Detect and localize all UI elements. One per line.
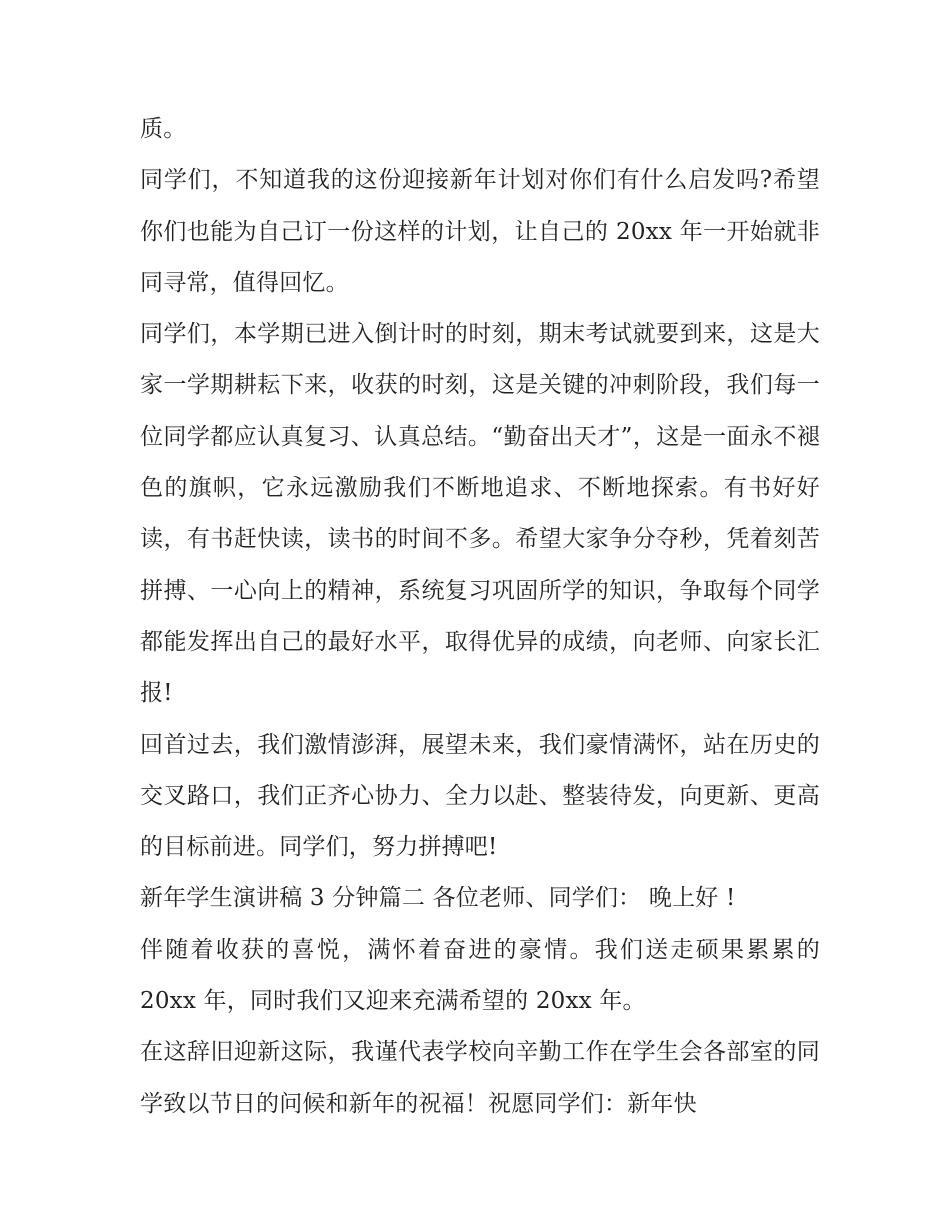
paragraph-7: 在这辞旧迎新这际，我谨代表学校向辛勤工作在学生会各部室的同学致以节日的问候和新年的祝福！祝愿同学们：新年快	[140, 1039, 820, 1117]
paragraph-3: 同学们，本学期已进入倒计时的时刻，期末考试就要到来，这是大家一学期耕耘下来，收获的时刻，这是关键的冲刺阶段，我们每一位同学都应认真复习、认真总结。“勤奋出天才”，这是一面永不褪色的旗帜，它永远激励我们不断地追求、不断地探索。有书好好读，有书赶快读，读书的时间不多。希望大家争分夺秒，凭着刻苦拼搏、一心向上的精神，系统复习巩固所学的知识，争取每个同学都能发挥出自己的最好水平，取得优异的成绩，向老师、向家长汇报!	[140, 321, 820, 707]
paragraph-5-heading: 新年学生演讲稿 3 分钟篇二 各位老师、同学们： 晚上好 !	[140, 885, 736, 912]
paragraph-6: 伴随着收获的喜悦，满怀着奋进的豪情。我们送走硕果累累的 20xx 年，同时我们又迎来充满希望的 20xx 年。	[140, 936, 820, 1015]
paragraph-2: 同学们，不知道我的这份迎接新年计划对你们有什么启发吗?希望你们也能为自己订一份这样的计划，让自己的 20xx 年一开始就非同寻常，值得回忆。	[140, 167, 820, 296]
document-body	[140, 104, 820, 1130]
paragraph-4: 回首过去，我们激情澎湃，展望未来，我们豪情满怀，站在历史的交叉路口，我们正齐心协力、全力以赴、整装待发，向更新、更高的目标前进。同学们，努力拼搏吧!	[140, 731, 820, 861]
paragraph-1: 质。	[140, 116, 187, 142]
